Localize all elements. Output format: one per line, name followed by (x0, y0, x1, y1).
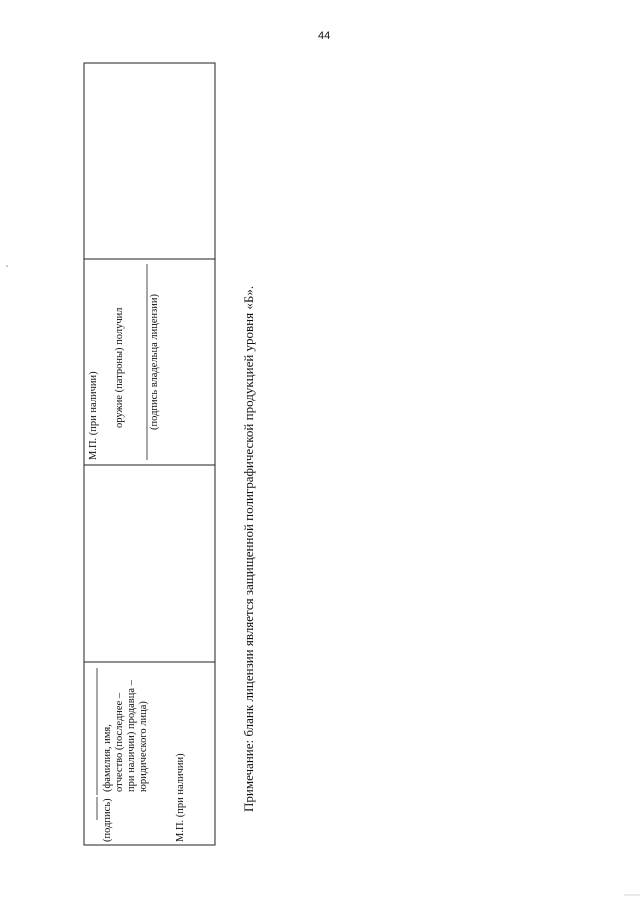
name-line-1: (фамилия, имя, (102, 724, 113, 792)
name-line-2: отчество (последнее – (114, 692, 125, 792)
stamp-label-1: М.П. (при наличии) (175, 753, 186, 842)
name-line-4: юридического лица) (138, 701, 149, 792)
scan-speck (6, 265, 8, 267)
received-label: оружие (патроны) получил (114, 307, 125, 428)
stamp-label-2: М.П. (при наличии) (88, 371, 99, 460)
note-text: Примечание: бланк лицензии является защищенной полиграфической продукцией уровня «Б». (241, 285, 256, 812)
page-number: 44 (318, 30, 331, 42)
signature-label: (подпись) (102, 798, 113, 842)
name-line-3: при наличии) продавца – (126, 680, 137, 792)
holder-signature-label: (подпись владельца лицензии) (149, 293, 160, 430)
